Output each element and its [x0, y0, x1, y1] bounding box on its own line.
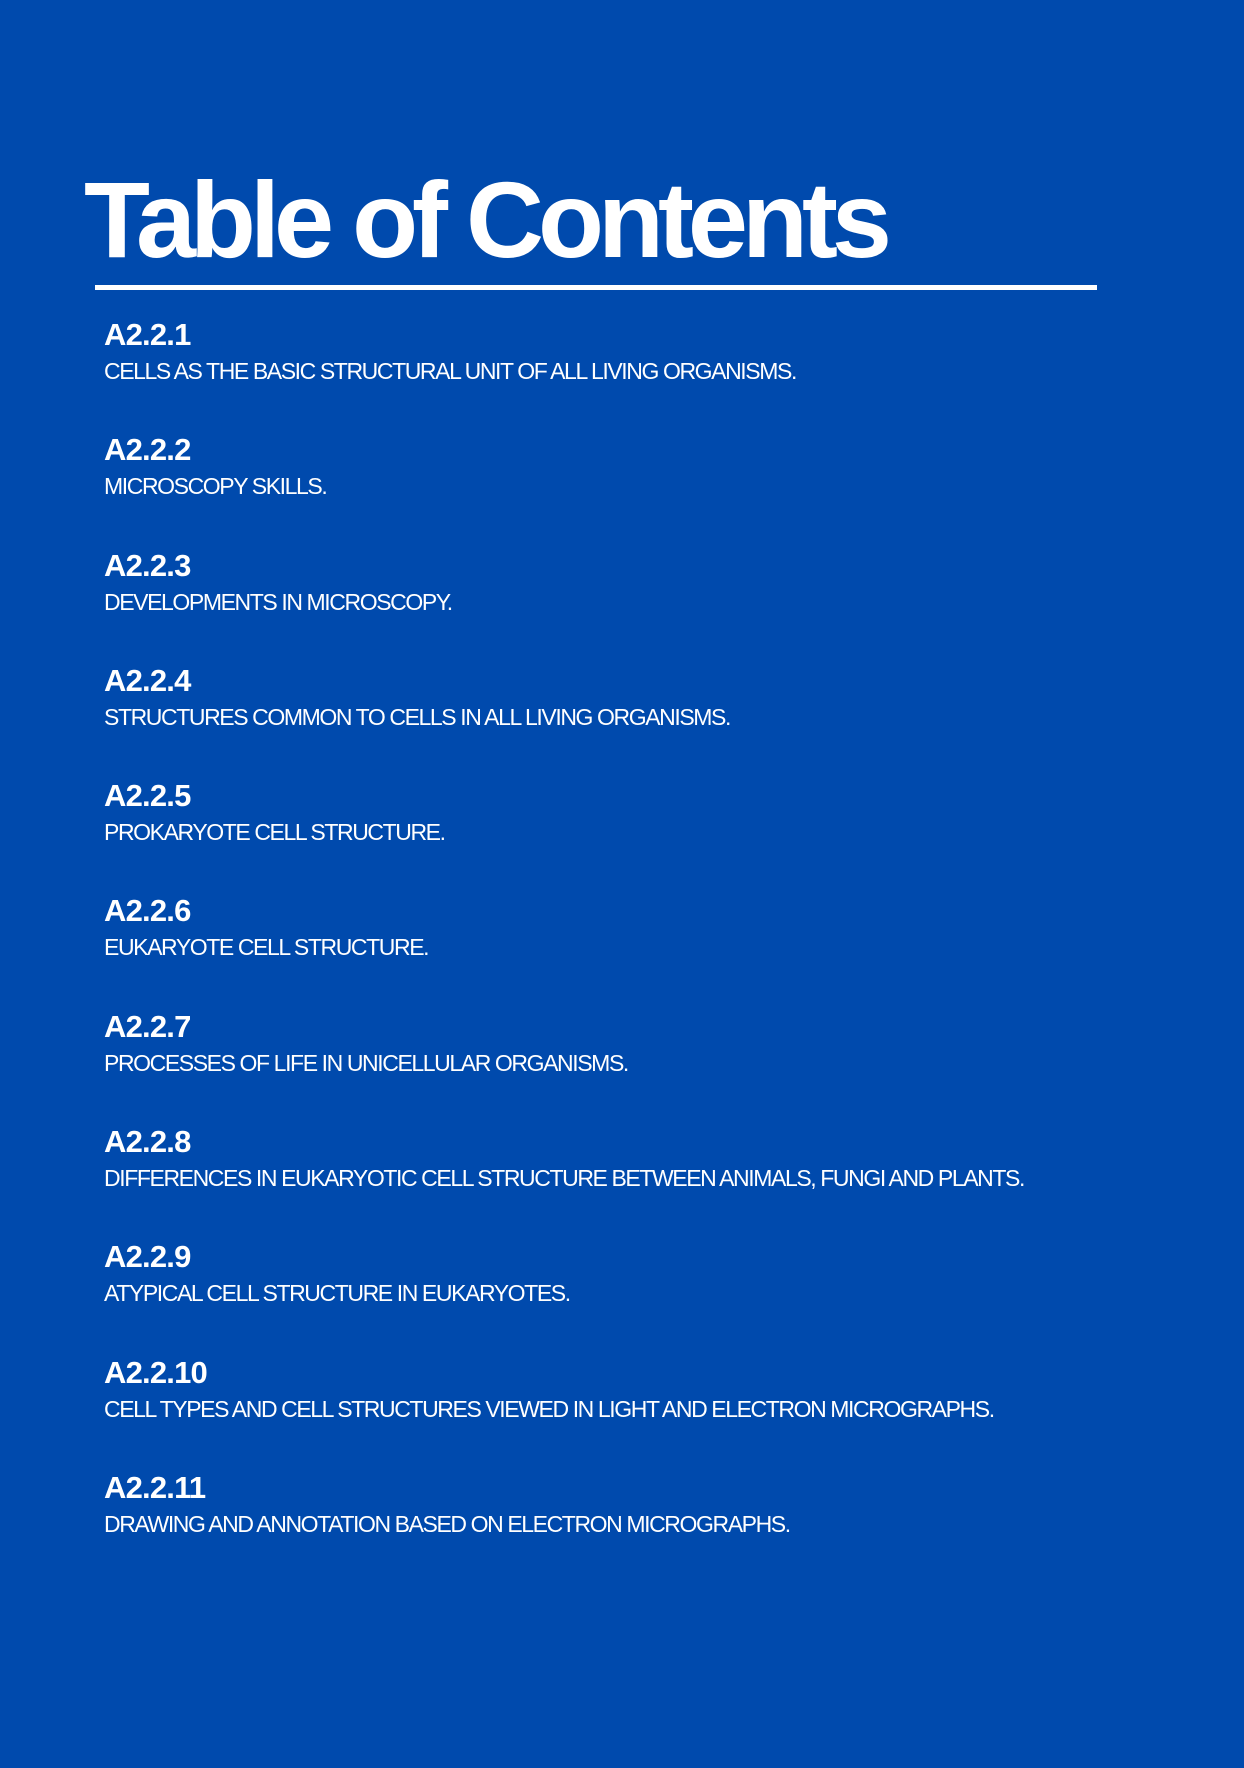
toc-item-code: A2.2.10	[104, 1354, 207, 1390]
toc-item	[104, 431, 1184, 546]
toc-item-code: A2.2.9	[104, 1239, 191, 1275]
toc-item-code: A2.2.2	[104, 432, 191, 468]
toc-item	[104, 1354, 1184, 1469]
toc-item-text: MICROSCOPY SKILLS.	[104, 473, 327, 500]
toc-item-text: DRAWING AND ANNOTATION BASED ON ELECTRON MICROGRAPHS.	[104, 1510, 790, 1537]
toc-item-code: A2.2.4	[104, 662, 191, 698]
toc-item-text: PROKARYOTE CELL STRUCTURE.	[104, 819, 445, 846]
toc-item	[104, 316, 1184, 431]
toc-item-code: A2.2.1	[104, 317, 191, 352]
toc-item	[104, 1238, 1184, 1353]
toc-item	[104, 777, 1184, 892]
toc-item-code: A2.2.3	[104, 547, 191, 583]
toc-item-text: CELL TYPES AND CELL STRUCTURES VIEWED IN LIGHT AND ELECTRON MICROGRAPHS.	[104, 1395, 994, 1422]
toc-item	[104, 1008, 1184, 1123]
page-title: Table of Contents	[84, 159, 886, 280]
toc-item	[104, 1123, 1184, 1238]
toc-item-text: DIFFERENCES IN EUKARYOTIC CELL STRUCTURE BETWEEN ANIMALS, FUNGI AND PLANTS.	[104, 1165, 1024, 1192]
toc-item-text: CELLS AS THE BASIC STRUCTURAL UNIT OF ALL LIVING ORGANISMS.	[104, 358, 796, 384]
toc-item	[104, 662, 1184, 777]
toc-item-text: ATYPICAL CELL STRUCTURE IN EUKARYOTES.	[104, 1280, 570, 1307]
toc-item-text: EUKARYOTE CELL STRUCTURE.	[104, 934, 429, 961]
toc-item-code: A2.2.11	[104, 1469, 206, 1505]
title-underline	[95, 285, 1097, 290]
toc-item-text: PROCESSES OF LIFE IN UNICELLULAR ORGANISMS.	[104, 1049, 628, 1076]
toc-item-code: A2.2.7	[104, 1008, 191, 1044]
toc-item-code: A2.2.5	[104, 778, 191, 814]
toc-item	[104, 1469, 1184, 1584]
toc-item	[104, 892, 1184, 1007]
toc-item-code: A2.2.6	[104, 893, 191, 929]
toc-item	[104, 547, 1184, 662]
toc-item-text: DEVELOPMENTS IN MICROSCOPY.	[104, 588, 452, 615]
toc-item-text: STRUCTURES COMMON TO CELLS IN ALL LIVING ORGANISMS.	[104, 703, 730, 730]
toc-list	[104, 316, 1184, 1584]
toc-item-code: A2.2.8	[104, 1124, 191, 1160]
